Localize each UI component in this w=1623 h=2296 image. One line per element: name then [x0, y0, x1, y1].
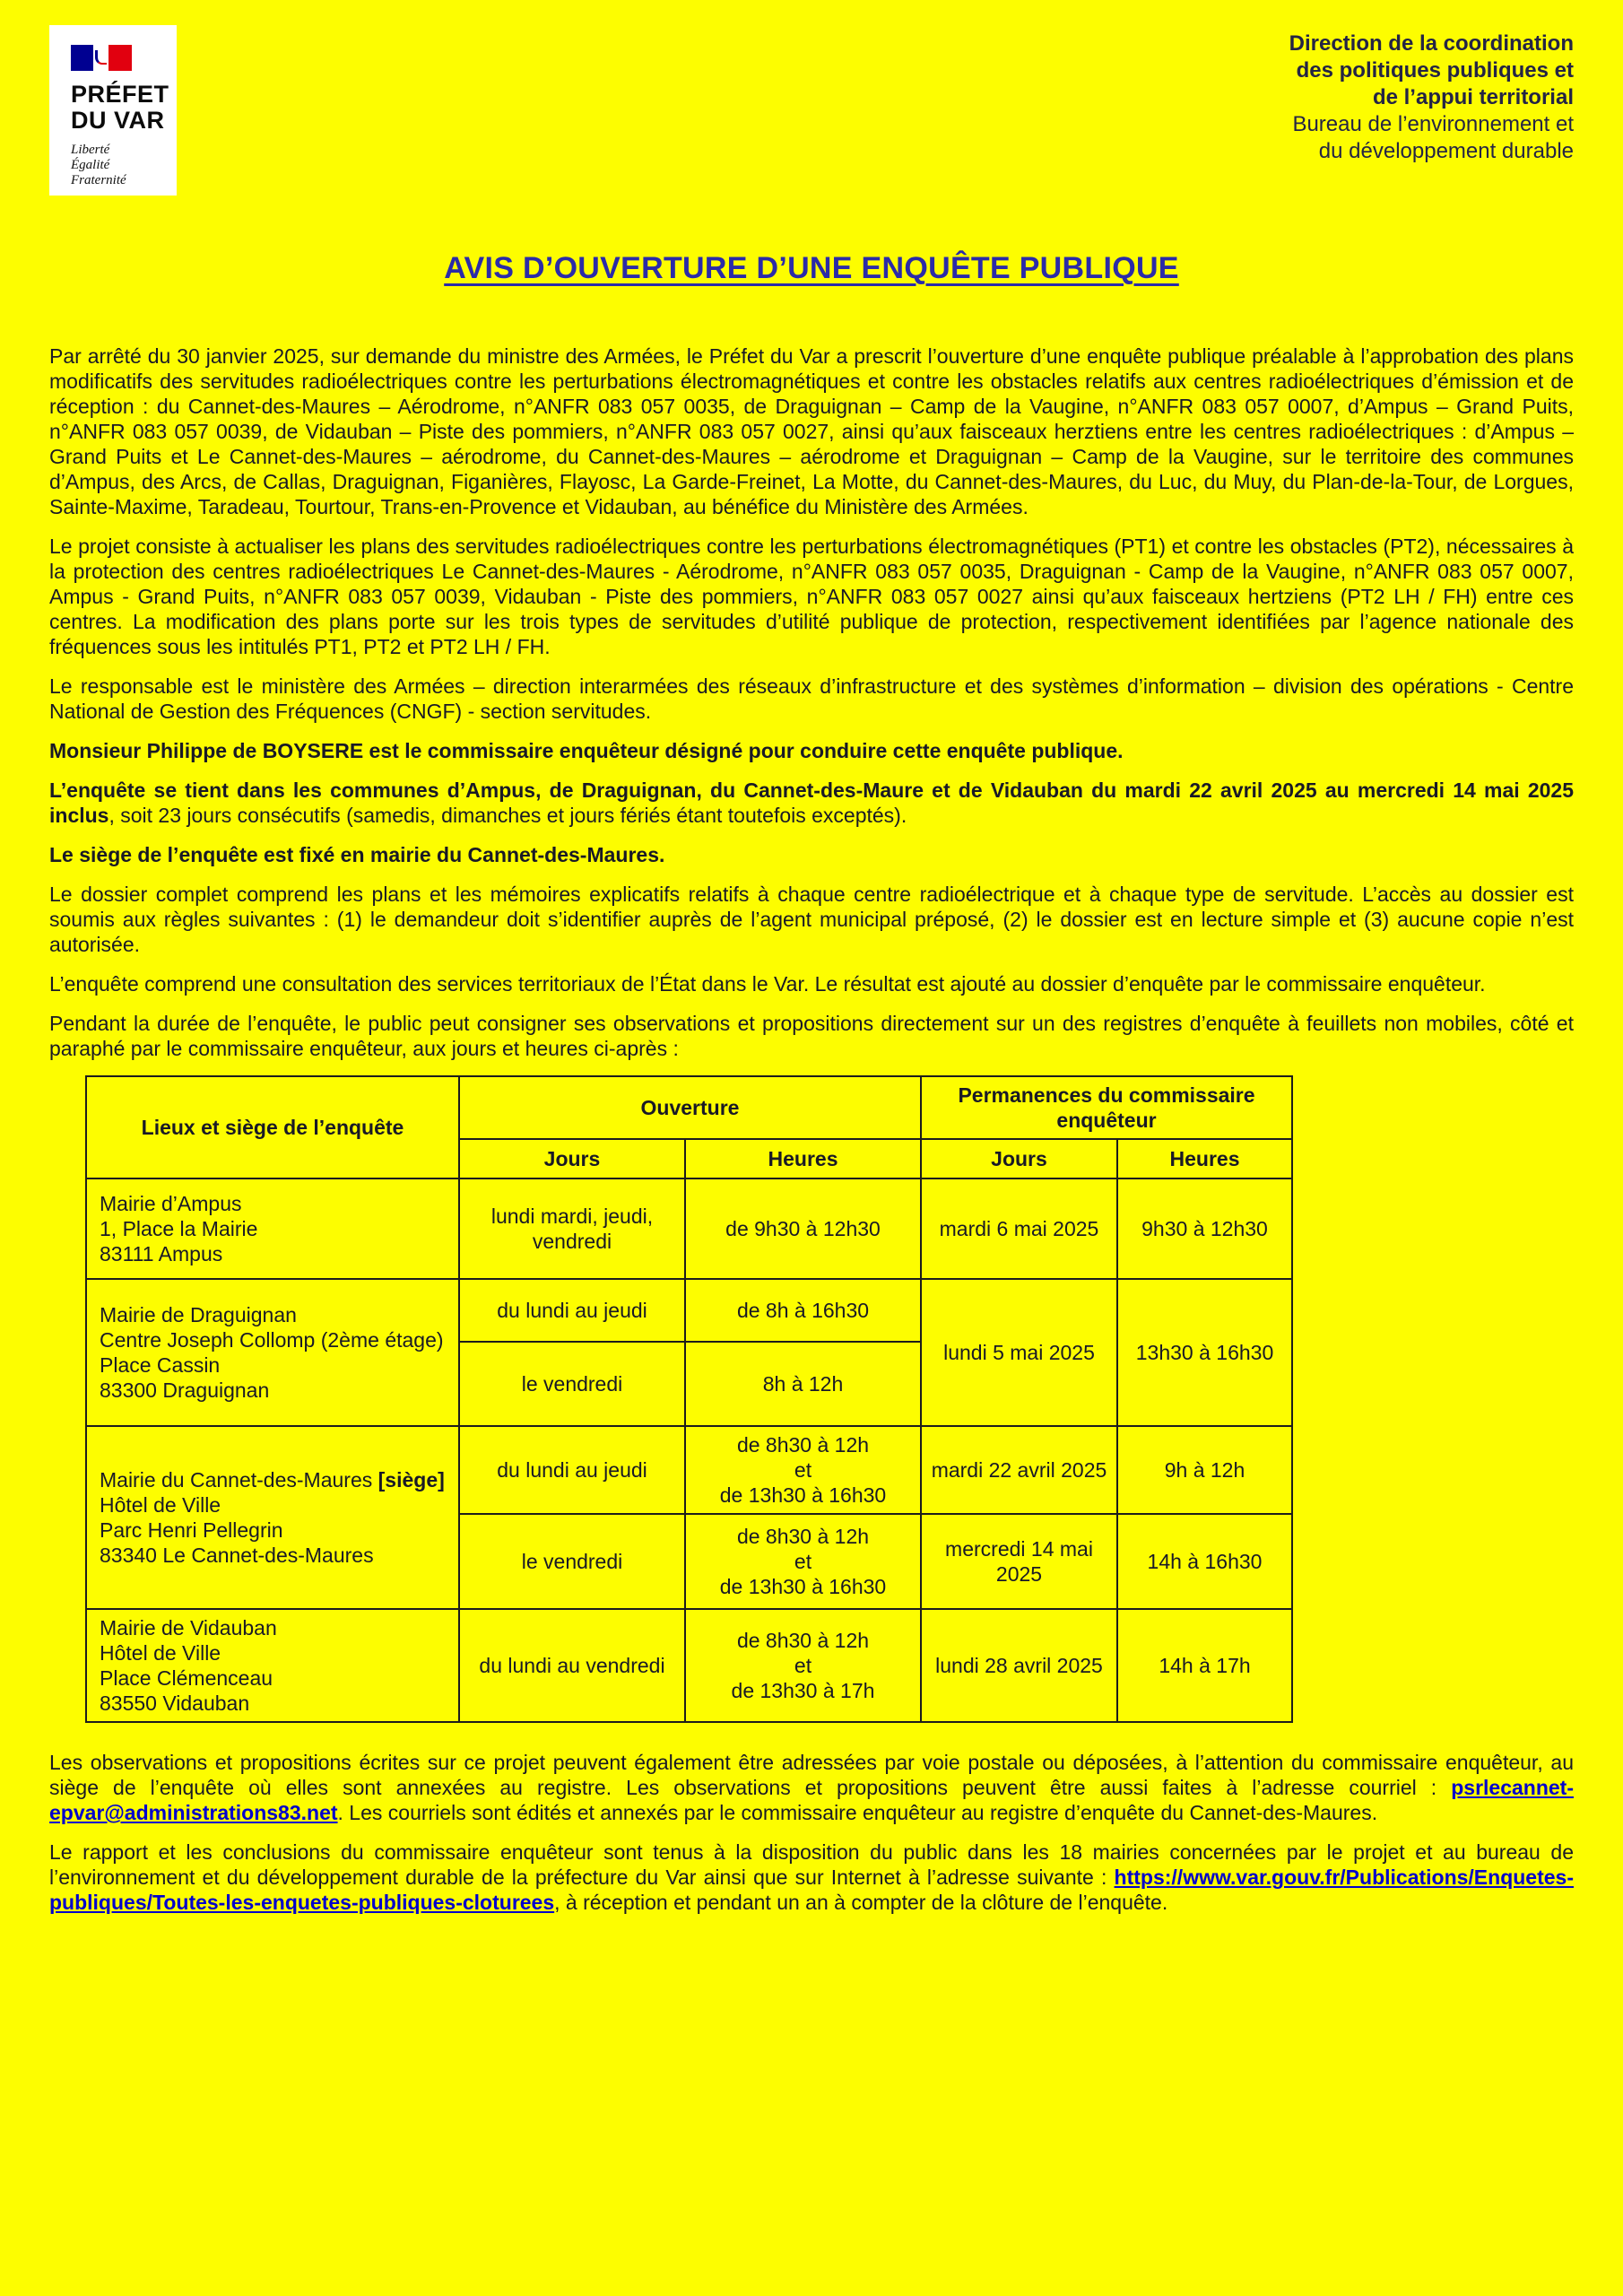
- logo-title: [71, 82, 177, 134]
- opening-hours-cell: [685, 1426, 921, 1514]
- text-segment: de 13h30 à 16h30: [719, 1483, 887, 1507]
- col-header-lieux: Lieux et siège de l’enquête: [86, 1076, 459, 1178]
- text-segment: mardi 6 mai 2025: [939, 1217, 1099, 1240]
- paragraph: [49, 842, 1574, 867]
- text-segment: et: [794, 1458, 812, 1482]
- paragraph: [49, 738, 1574, 763]
- text-segment: , à réception et pendant un an à compter de la clôture de l’enquête.: [554, 1891, 1168, 1914]
- text-segment: et: [794, 1550, 812, 1573]
- letterhead-header: [49, 25, 1574, 196]
- bureau-line: du développement durable: [1318, 139, 1574, 163]
- text-segment: Place Cassin: [100, 1353, 221, 1377]
- text-segment: mardi 22 avril 2025: [931, 1458, 1107, 1482]
- logo-line1: PRÉFET: [71, 81, 169, 108]
- schedule-table-body: [86, 1178, 1292, 1722]
- text-segment: . Les courriels sont édités et annexés par le commissaire enquêteur au registre d’enquête du Cannet-des-Maures.: [337, 1801, 1378, 1824]
- text-segment: 1, Place la Mairie: [100, 1217, 258, 1240]
- col-header-permanences: Permanences du commissaire enquêteur: [921, 1076, 1292, 1139]
- permanence-day-cell: [921, 1178, 1117, 1279]
- permanence-hours-cell: [1117, 1514, 1292, 1609]
- bureau-line: Bureau de l’environnement et: [1292, 112, 1574, 136]
- text-segment: Centre Joseph Collomp (2ème étage): [100, 1328, 444, 1352]
- opening-hours-cell: [685, 1609, 921, 1722]
- text-segment: L’enquête se tient dans les communes d’Ampus, de Draguignan, du Cannet-des-Maure et de Vidauban du mardi 22 avril 2025 au mercredi 14 mai 2025 inclus: [49, 778, 1574, 827]
- text-segment: le vendredi: [521, 1550, 623, 1573]
- prefet-du-var-logo: [49, 25, 177, 196]
- permanence-day-cell: [921, 1426, 1117, 1514]
- text-segment: Parc Henri Pellegrin: [100, 1518, 283, 1542]
- motto-liberte: Liberté: [71, 143, 110, 157]
- location-cell: [86, 1426, 459, 1609]
- direction-line: des politiques publiques et: [1296, 58, 1574, 83]
- text-segment: 9h à 12h: [1164, 1458, 1245, 1482]
- opening-days-cell: [459, 1279, 685, 1342]
- permanence-hours-cell: [1117, 1609, 1292, 1722]
- text-segment: Les observations et propositions écrites sur ce projet peuvent également être adressées par voie postale ou déposées, à l’attention du commissaire enquêteur, au siège de l’enquête où elles sont annexées au registre. Les observations et propositions peuvent être aussi faites à l’adresse courriel :: [49, 1751, 1574, 1799]
- text-segment: 83111 Ampus: [100, 1242, 223, 1265]
- text-segment: de 8h30 à 12h: [736, 1525, 870, 1548]
- paragraph: [49, 971, 1574, 996]
- opening-days-cell: [459, 1514, 685, 1609]
- notice-body-bottom: [49, 1750, 1574, 1915]
- location-cell: [86, 1178, 459, 1279]
- text-segment: Le responsable est le ministère des Armées – direction interarmées des réseaux d’infrastructure et des systèmes d’information – division des opérations - Centre National de Gestion des Fréquences (CNGF) - section servitudes.: [49, 674, 1574, 723]
- text-segment: Mairie du Cannet-des-Maures: [100, 1468, 378, 1492]
- text-segment: L’enquête comprend une consultation des services territoriaux de l’État dans le Var. Le résultat est ajouté au dossier d’enquête par le commissaire enquêteur.: [49, 972, 1486, 996]
- text-segment: vendredi: [532, 1230, 612, 1253]
- permanence-hours-cell: [1117, 1426, 1292, 1514]
- paragraph: [49, 1839, 1574, 1915]
- title-block: [49, 251, 1574, 286]
- location-cell: [86, 1279, 459, 1426]
- motto-egalite: Égalité: [71, 158, 110, 172]
- opening-days-cell: [459, 1609, 685, 1722]
- table-row: [86, 1279, 1292, 1342]
- text-segment: de 8h à 16h30: [736, 1299, 870, 1322]
- permanence-day-cell: [921, 1514, 1117, 1609]
- opening-hours-cell: [685, 1342, 921, 1426]
- paragraph: [49, 534, 1574, 659]
- text-segment: de 9h30 à 12h30: [725, 1217, 881, 1240]
- text-segment: Le siège de l’enquête est fixé en mairie du Cannet-des-Maures.: [49, 843, 665, 866]
- opening-hours-cell: [685, 1514, 921, 1609]
- text-segment: 83340 Le Cannet-des-Maures: [100, 1544, 374, 1567]
- text-segment: lundi 5 mai 2025: [943, 1341, 1095, 1364]
- text-segment: Mairie de Draguignan: [100, 1303, 297, 1326]
- flag-marianne-silhouette: [93, 45, 108, 71]
- text-segment: 83300 Draguignan: [100, 1378, 270, 1402]
- logo-line2: DU VAR: [71, 107, 165, 134]
- table-row: [86, 1609, 1292, 1722]
- text-segment: lundi 28 avril 2025: [935, 1654, 1103, 1677]
- text-segment: Mairie de Vidauban: [100, 1616, 277, 1639]
- col-header-ouverture: Ouverture: [459, 1076, 921, 1139]
- flag-red-stripe: [108, 45, 132, 71]
- text-segment: de 13h30 à 16h30: [719, 1575, 887, 1598]
- paragraph: [49, 344, 1574, 519]
- text-segment: 9h30 à 12h30: [1141, 1217, 1268, 1240]
- text-segment: [siège]: [378, 1468, 445, 1492]
- text-segment: 8h à 12h: [762, 1372, 844, 1396]
- direction-line: Direction de la coordination: [1289, 31, 1574, 56]
- text-segment: 13h30 à 16h30: [1135, 1341, 1274, 1364]
- text-segment: du lundi au vendredi: [479, 1654, 665, 1677]
- text-segment: Le dossier complet comprend les plans et les mémoires explicatifs relatifs à chaque centre radioélectrique et à chaque type de servitude. L’accès au dossier est soumis aux règles suivantes : (1) le demandeur doit s’identifier auprès de l’agent municipal préposé, (2) le dossier est en lecture simple et (3) aucune copie n’est autorisée.: [49, 883, 1574, 956]
- text-segment: Le rapport et les conclusions du commissaire enquêteur sont tenus à la disposition du public dans les 18 mairies concernées par le projet et au bureau de l’environnement et du développement durable de la préfecture du Var ainsi que sur Internet à l’adresse suivante :: [49, 1840, 1574, 1889]
- table-row: [86, 1178, 1292, 1279]
- paragraph: [49, 882, 1574, 957]
- col-header-ouverture-jours: Jours: [459, 1139, 685, 1178]
- text-segment: Par arrêté du 30 janvier 2025, sur demande du ministre des Armées, le Préfet du Var a prescrit l’ouverture d’une enquête publique préalable à l’approbation des plans modificatifs des servitudes radioélectriques contre les perturbations électromagnétiques et contre les obstacles relatifs aux centres radioélectriques d’émission et de réception : du Cannet-des-Maures – Aérodrome, n°ANFR 083 057 0035, de Draguignan – Camp de la Vaugine, n°ANFR 083 057 0007, d’Ampus – Grand Puits, n°ANFR 083 057 0039, de Vidauban – Piste des pommiers, n°ANFR 083 057 0027, ainsi qu’aux faisceaux herztiens entre les centres radioélectriques : d’Ampus – Grand Puits et Le Cannet-des-Maures – aérodrome, du Cannet-des-Maures – aérodrome et Draguignan – Camp de la Vaugine, sur le territoire des communes d’Ampus, des Arcs, de Callas, Draguignan, Figanières, Flayosc, La Garde-Freinet, La Motte, du Cannet-des-Maures, du Luc, du Muy, du Plan-de-la-Tour, de Lorgues, Sainte-Maxime, Taradeau, Tourtour, Trans-en-Provence et Vidauban, au bénéfice du Ministère des Armées.: [49, 344, 1574, 518]
- permanence-hours-cell: [1117, 1178, 1292, 1279]
- text-segment: 14h à 16h30: [1147, 1550, 1263, 1573]
- text-segment: Hôtel de Ville: [100, 1493, 221, 1517]
- text-segment: du lundi au jeudi: [497, 1458, 647, 1482]
- motto-fraternite: Fraternité: [71, 173, 126, 187]
- col-header-ouverture-heures: Heures: [685, 1139, 921, 1178]
- page-title: AVIS D’OUVERTURE D’UNE ENQUÊTE PUBLIQUE: [444, 251, 1179, 285]
- permanence-hours-cell: [1117, 1279, 1292, 1426]
- text-segment: le vendredi: [521, 1372, 623, 1396]
- paragraph: [49, 778, 1574, 828]
- permanence-day-cell: [921, 1279, 1117, 1426]
- opening-days-cell: [459, 1426, 685, 1514]
- opening-hours-cell: [685, 1279, 921, 1342]
- col-header-permanences-jours: Jours: [921, 1139, 1117, 1178]
- text-segment: , soit 23 jours consécutifs (samedis, dimanches et jours fériés étant toutefois exceptés).: [108, 804, 907, 827]
- issuing-office-block: [1289, 25, 1574, 165]
- text-segment: du lundi au jeudi: [497, 1299, 647, 1322]
- text-segment: de 8h30 à 12h: [736, 1433, 870, 1457]
- text-segment: 83550 Vidauban: [100, 1692, 250, 1715]
- text-segment: et: [794, 1654, 812, 1677]
- text-segment: 14h à 17h: [1159, 1654, 1251, 1677]
- logo-motto: [71, 143, 177, 188]
- text-segment: Hôtel de Ville: [100, 1641, 221, 1665]
- text-segment: Le projet consiste à actualiser les plans des servitudes radioélectriques contre les perturbations électromagnétiques (PT1) et contre les obstacles (PT2), nécessaires à la protection des centres radioélectriques Le Cannet-des-Maures - Aérodrome, n°ANFR 083 057 0035, Draguignan - Camp de la Vaugine, n°ANFR 083 057 0007, Ampus - Grand Puits, n°ANFR 083 057 0039, Vidauban - Piste des pommiers, n°ANFR 083 057 0027 ainsi qu’aux faisceaux hertziens (PT2 LH / FH) entre ces centres. La modification des plans porte sur les trois types de servitudes d’utilité publique de protection, respectivement identifiées par l’agence nationale des fréquences sous les intitulés PT1, PT2 et PT2 LH / FH.: [49, 535, 1574, 658]
- permanence-day-cell: [921, 1609, 1117, 1722]
- text-segment: Mairie d’Ampus: [100, 1192, 242, 1215]
- opening-hours-cell: [685, 1178, 921, 1279]
- direction-line: de l’appui territorial: [1372, 85, 1574, 109]
- table-row: [86, 1426, 1292, 1514]
- col-header-permanences-heures: Heures: [1117, 1139, 1292, 1178]
- paragraph: [49, 674, 1574, 724]
- french-flag-icon: [71, 45, 132, 71]
- location-cell: [86, 1609, 459, 1722]
- text-segment: de 13h30 à 17h: [731, 1679, 875, 1702]
- opening-days-cell: [459, 1342, 685, 1426]
- paragraph: [49, 1750, 1574, 1825]
- text-segment: Place Clémenceau: [100, 1666, 273, 1690]
- text-segment: lundi mardi, jeudi,: [490, 1205, 654, 1228]
- hyperlink[interactable]: https://www.var.gouv.fr/Publications/Enquetes-publiques/Toutes-les-enquetes-publiques-cloturees: [49, 1866, 1574, 1914]
- hyperlink[interactable]: psrlecannet-epvar@administrations83.net: [49, 1776, 1574, 1824]
- notice-body-top: [49, 344, 1574, 1061]
- text-segment: de 8h30 à 12h: [736, 1629, 870, 1652]
- text-segment: Pendant la durée de l’enquête, le public peut consigner ses observations et propositions directement sur un des registres d’enquête à feuillets non mobiles, côté et paraphé par le commissaire enquêteur, aux jours et heures ci-après :: [49, 1012, 1574, 1060]
- text-segment: mercredi 14 mai 2025: [945, 1537, 1093, 1586]
- opening-days-cell: [459, 1178, 685, 1279]
- text-segment: Monsieur Philippe de BOYSERE est le commissaire enquêteur désigné pour conduire cette enquête publique.: [49, 739, 1124, 762]
- flag-blue-stripe: [71, 45, 93, 71]
- paragraph: [49, 1011, 1574, 1061]
- schedule-table: [85, 1075, 1293, 1723]
